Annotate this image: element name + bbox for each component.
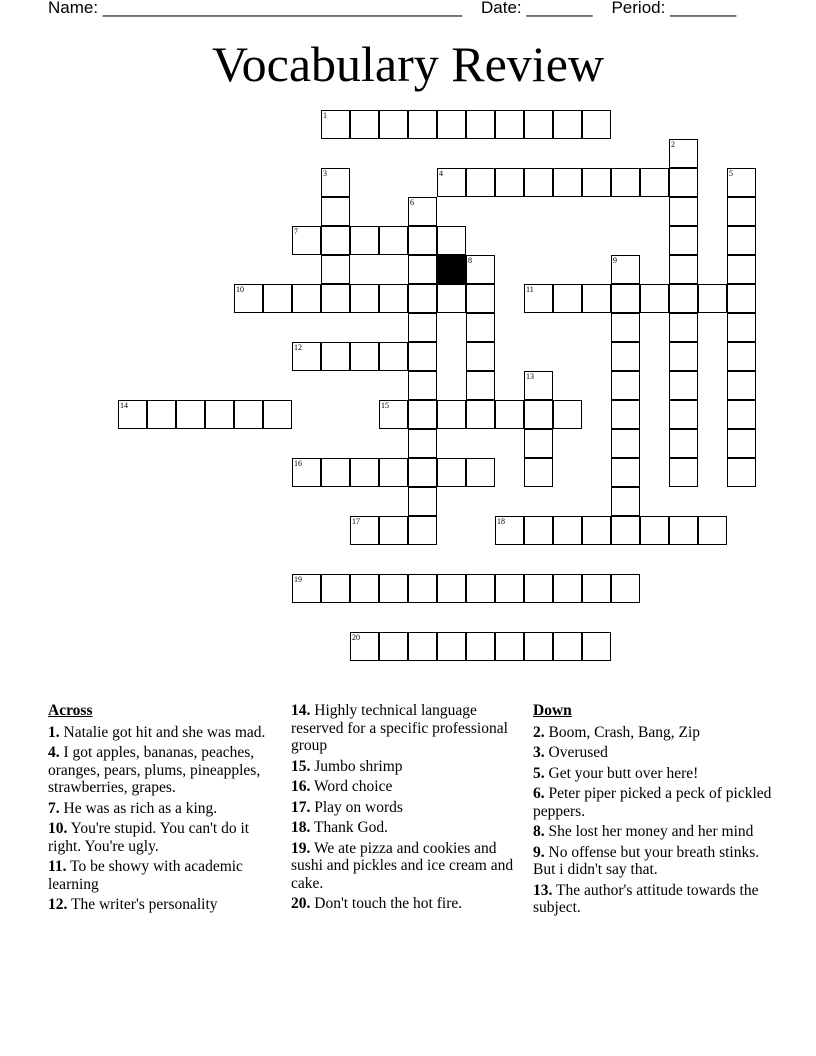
grid-cell[interactable] (611, 516, 640, 545)
grid-cell[interactable] (321, 284, 350, 313)
grid-cell[interactable] (640, 168, 669, 197)
grid-cell[interactable] (669, 429, 698, 458)
grid-cell[interactable] (350, 284, 379, 313)
clue-number: 14 (120, 401, 128, 410)
grid-cell[interactable] (408, 632, 437, 661)
grid-cell[interactable] (321, 110, 350, 139)
grid-cell[interactable] (669, 284, 698, 313)
grid-cell[interactable] (611, 313, 640, 342)
clue-item (533, 724, 773, 742)
across-heading: Across (48, 702, 93, 719)
grid-cell[interactable] (350, 574, 379, 603)
name-label: Name: (48, 0, 99, 17)
clue-number: 4 (439, 169, 443, 178)
grid-cell[interactable] (553, 574, 582, 603)
grid-cell[interactable] (669, 168, 698, 197)
clue-item-text: The author's attitude towards the subject. (533, 881, 759, 916)
grid-cell[interactable] (205, 400, 234, 429)
grid-cell[interactable] (437, 110, 466, 139)
grid-cell[interactable] (466, 574, 495, 603)
grid-cell[interactable] (553, 110, 582, 139)
grid-cell[interactable] (408, 284, 437, 313)
across-clues-column-1 (48, 702, 284, 917)
grid-cell[interactable] (437, 226, 466, 255)
clue-item-number: 4. (48, 744, 60, 761)
clue-number: 2 (671, 140, 675, 149)
grid-cell[interactable] (524, 400, 553, 429)
clue-item (48, 858, 284, 893)
clue-number: 15 (381, 401, 389, 410)
grid-cell[interactable] (727, 255, 756, 284)
grid-cell[interactable] (263, 400, 292, 429)
clue-item-text: Thank God. (310, 819, 389, 836)
grid-cell[interactable] (263, 284, 292, 313)
grid-cell[interactable] (611, 284, 640, 313)
clue-number: 18 (497, 517, 505, 526)
grid-cell[interactable] (408, 313, 437, 342)
grid-cell[interactable] (176, 400, 205, 429)
clue-item-text: Get your butt over here! (544, 764, 699, 782)
grid-cell[interactable] (408, 371, 437, 400)
grid-cell[interactable] (466, 458, 495, 487)
grid-cell[interactable] (466, 255, 495, 284)
grid-cell[interactable] (582, 632, 611, 661)
grid-cell[interactable] (669, 342, 698, 371)
grid-cell[interactable] (466, 313, 495, 342)
grid-cell[interactable] (727, 197, 756, 226)
grid-cell[interactable] (611, 574, 640, 603)
clue-item (533, 765, 773, 783)
clue-item (48, 896, 284, 914)
clue-number: 20 (352, 633, 360, 642)
clue-number: 3 (323, 169, 327, 178)
grid-cell[interactable] (495, 516, 524, 545)
grid-cell[interactable] (321, 458, 350, 487)
grid-cell[interactable] (524, 168, 553, 197)
clue-item-text: Play on words (310, 798, 403, 816)
grid-cell[interactable] (524, 516, 553, 545)
clue-item (48, 820, 284, 855)
grid-cell[interactable] (582, 516, 611, 545)
down-heading: Down (533, 702, 572, 719)
grid-cell[interactable] (524, 429, 553, 458)
clue-item (291, 799, 527, 817)
grid-cell[interactable] (669, 197, 698, 226)
grid-cell[interactable] (350, 632, 379, 661)
clue-item-number: 8. (533, 823, 545, 840)
grid-cell[interactable] (466, 371, 495, 400)
clue-item-number: 10. (48, 820, 68, 837)
grid-cell[interactable] (437, 400, 466, 429)
clue-item-text: Jumbo shrimp (310, 757, 403, 775)
grid-cell[interactable] (582, 574, 611, 603)
clue-item-number: 2. (533, 723, 545, 741)
grid-cell[interactable] (495, 574, 524, 603)
clue-number: 8 (468, 256, 472, 265)
clue-item-number: 14. (291, 702, 311, 719)
name-blank[interactable]: ______________________________________ (102, 0, 463, 17)
grid-cell[interactable] (698, 516, 727, 545)
grid-cell[interactable] (408, 458, 437, 487)
grid-cell[interactable] (524, 632, 553, 661)
clue-item-text: She lost her money and her mind (544, 823, 754, 840)
grid-cell[interactable] (321, 574, 350, 603)
clue-item (291, 840, 527, 893)
grid-cell[interactable] (611, 371, 640, 400)
grid-cell[interactable] (669, 458, 698, 487)
grid-cell[interactable] (408, 574, 437, 603)
grid-cell[interactable] (640, 516, 669, 545)
grid-cell[interactable] (350, 226, 379, 255)
clue-item-text: Highly technical language reserved for a specific professional group (291, 702, 508, 754)
grid-cell[interactable] (611, 458, 640, 487)
grid-cell[interactable] (640, 284, 669, 313)
clue-item-text: Overused (544, 744, 608, 761)
grid-cell[interactable] (379, 458, 408, 487)
grid-cell[interactable] (611, 400, 640, 429)
grid-cell[interactable] (379, 632, 408, 661)
grid-cell[interactable] (611, 487, 640, 516)
grid-cell[interactable] (408, 226, 437, 255)
clue-number: 13 (526, 372, 534, 381)
period-blank[interactable]: _______ (670, 0, 737, 17)
grid-cell[interactable] (669, 226, 698, 255)
clue-item (48, 744, 284, 797)
clue-item-text: The writer's personality (67, 896, 218, 913)
grid-cell[interactable] (524, 458, 553, 487)
clue-number: 12 (294, 343, 302, 352)
grid-cell[interactable] (234, 284, 263, 313)
grid-cell[interactable] (292, 574, 321, 603)
grid-cell[interactable] (321, 197, 350, 226)
grid-cell[interactable] (437, 284, 466, 313)
clue-item (533, 823, 773, 841)
grid-cell[interactable] (292, 342, 321, 371)
grid-cell[interactable] (727, 313, 756, 342)
down-clues-column (533, 702, 773, 920)
clue-item-text: Natalie got hit and she was mad. (59, 723, 266, 741)
clue-item (533, 882, 773, 917)
grid-cell[interactable] (379, 516, 408, 545)
clue-item (291, 758, 527, 776)
grid-cell[interactable] (292, 226, 321, 255)
clue-item-number: 6. (533, 785, 545, 802)
grid-cell[interactable] (408, 400, 437, 429)
black-square (437, 255, 466, 284)
grid-cell[interactable] (379, 284, 408, 313)
clue-item-text: You're stupid. You can't do it right. You're ugly. (48, 820, 250, 855)
clue-item (291, 819, 527, 837)
clue-item-number: 11. (48, 858, 67, 875)
grid-cell[interactable] (408, 516, 437, 545)
grid-cell[interactable] (669, 313, 698, 342)
grid-cell[interactable] (234, 400, 263, 429)
clue-number: 11 (526, 285, 534, 294)
clue-item (291, 778, 527, 796)
grid-cell[interactable] (321, 226, 350, 255)
clue-number: 19 (294, 575, 302, 584)
clue-item-text: He was as rich as a king. (59, 799, 218, 817)
period-label: Period: (611, 0, 666, 17)
grid-cell[interactable] (524, 574, 553, 603)
grid-cell[interactable] (727, 429, 756, 458)
grid-cell[interactable] (408, 255, 437, 284)
grid-cell[interactable] (408, 197, 437, 226)
grid-cell[interactable] (524, 371, 553, 400)
grid-cell[interactable] (379, 574, 408, 603)
grid-cell[interactable] (350, 458, 379, 487)
grid-cell[interactable] (611, 168, 640, 197)
clue-number: 7 (294, 227, 298, 236)
clue-number: 17 (352, 517, 360, 526)
clue-item-number: 17. (291, 798, 311, 816)
grid-cell[interactable] (437, 458, 466, 487)
across-clues-column-2 (291, 702, 527, 916)
clue-item-text: Don't touch the hot fire. (310, 895, 463, 912)
grid-cell[interactable] (437, 632, 466, 661)
clue-item-number: 5. (533, 764, 545, 782)
grid-cell[interactable] (669, 255, 698, 284)
grid-cell[interactable] (350, 342, 379, 371)
clue-item-number: 15. (291, 757, 311, 775)
grid-cell[interactable] (437, 168, 466, 197)
grid-cell[interactable] (553, 516, 582, 545)
grid-cell[interactable] (611, 255, 640, 284)
date-label: Date: (481, 0, 522, 17)
clue-number: 1 (323, 111, 327, 120)
grid-cell[interactable] (147, 400, 176, 429)
clue-item-text: Boom, Crash, Bang, Zip (544, 723, 701, 741)
grid-cell[interactable] (321, 168, 350, 197)
grid-cell[interactable] (727, 342, 756, 371)
grid-cell[interactable] (582, 168, 611, 197)
clue-item-text: Peter piper picked a peck of pickled peppers. (533, 785, 772, 820)
clue-item-number: 13. (533, 881, 553, 899)
clue-item-number: 16. (291, 778, 311, 795)
grid-cell[interactable] (727, 226, 756, 255)
grid-cell[interactable] (553, 168, 582, 197)
clue-item-text: Word choice (310, 778, 393, 795)
grid-cell[interactable] (466, 400, 495, 429)
grid-cell[interactable] (553, 284, 582, 313)
grid-cell[interactable] (669, 400, 698, 429)
clue-item-number: 1. (48, 723, 60, 741)
clue-item-number: 12. (48, 896, 68, 913)
clue-number: 5 (729, 169, 733, 178)
grid-cell[interactable] (379, 400, 408, 429)
clue-item-number: 7. (48, 799, 60, 817)
grid-cell[interactable] (495, 168, 524, 197)
grid-cell[interactable] (669, 516, 698, 545)
clue-item-number: 18. (291, 819, 311, 836)
clue-item (48, 724, 284, 742)
grid-cell[interactable] (553, 400, 582, 429)
grid-cell[interactable] (524, 110, 553, 139)
grid-cell[interactable] (495, 110, 524, 139)
clue-number: 6 (410, 198, 414, 207)
clue-item-number: 19. (291, 839, 311, 857)
grid-cell[interactable] (727, 371, 756, 400)
grid-cell[interactable] (379, 110, 408, 139)
clue-item (48, 800, 284, 818)
grid-cell[interactable] (727, 400, 756, 429)
clue-item (533, 785, 773, 820)
grid-cell[interactable] (466, 284, 495, 313)
grid-cell[interactable] (118, 400, 147, 429)
grid-cell[interactable] (292, 458, 321, 487)
grid-cell[interactable] (437, 574, 466, 603)
grid-cell[interactable] (292, 284, 321, 313)
clue-number: 16 (294, 459, 302, 468)
clue-item-text: We ate pizza and cookies and sushi and pickles and ice cream and cake. (291, 839, 514, 892)
grid-cell[interactable] (553, 632, 582, 661)
grid-cell[interactable] (379, 342, 408, 371)
clue-item-number: 20. (291, 895, 311, 912)
grid-cell[interactable] (727, 168, 756, 197)
clue-item (533, 744, 773, 762)
grid-cell[interactable] (466, 110, 495, 139)
grid-cell[interactable] (524, 284, 553, 313)
grid-cell[interactable] (321, 255, 350, 284)
grid-cell[interactable] (669, 371, 698, 400)
grid-cell[interactable] (611, 429, 640, 458)
page-title: Vocabulary Review (211, 36, 605, 92)
grid-cell[interactable] (466, 342, 495, 371)
clue-item-number: 9. (533, 843, 545, 861)
grid-cell[interactable] (582, 284, 611, 313)
grid-cell[interactable] (495, 632, 524, 661)
clue-item (291, 702, 527, 755)
grid-cell[interactable] (350, 110, 379, 139)
grid-cell[interactable] (727, 284, 756, 313)
grid-cell[interactable] (727, 458, 756, 487)
grid-cell[interactable] (582, 110, 611, 139)
grid-cell[interactable] (466, 168, 495, 197)
clue-number: 10 (236, 285, 244, 294)
clue-item-text: No offense but your breath stinks. But i didn't say that. (533, 843, 760, 878)
clue-item (533, 844, 773, 879)
grid-cell[interactable] (408, 429, 437, 458)
grid-cell[interactable] (611, 342, 640, 371)
grid-cell[interactable] (408, 110, 437, 139)
clue-item-text: I got apples, bananas, peaches, oranges, pears, plums, pineapples, strawberries, grapes. (48, 744, 261, 796)
clue-item-text: To be showy with academic learning (48, 858, 243, 893)
grid-cell[interactable] (408, 487, 437, 516)
grid-cell[interactable] (321, 342, 350, 371)
grid-cell[interactable] (669, 139, 698, 168)
clue-number: 9 (613, 256, 617, 265)
grid-cell[interactable] (379, 226, 408, 255)
grid-cell[interactable] (350, 516, 379, 545)
clue-item (291, 895, 527, 913)
grid-cell[interactable] (408, 342, 437, 371)
date-blank[interactable]: _______ (526, 0, 593, 17)
grid-cell[interactable] (495, 400, 524, 429)
grid-cell[interactable] (466, 632, 495, 661)
clue-item-number: 3. (533, 744, 545, 761)
grid-cell[interactable] (698, 284, 727, 313)
